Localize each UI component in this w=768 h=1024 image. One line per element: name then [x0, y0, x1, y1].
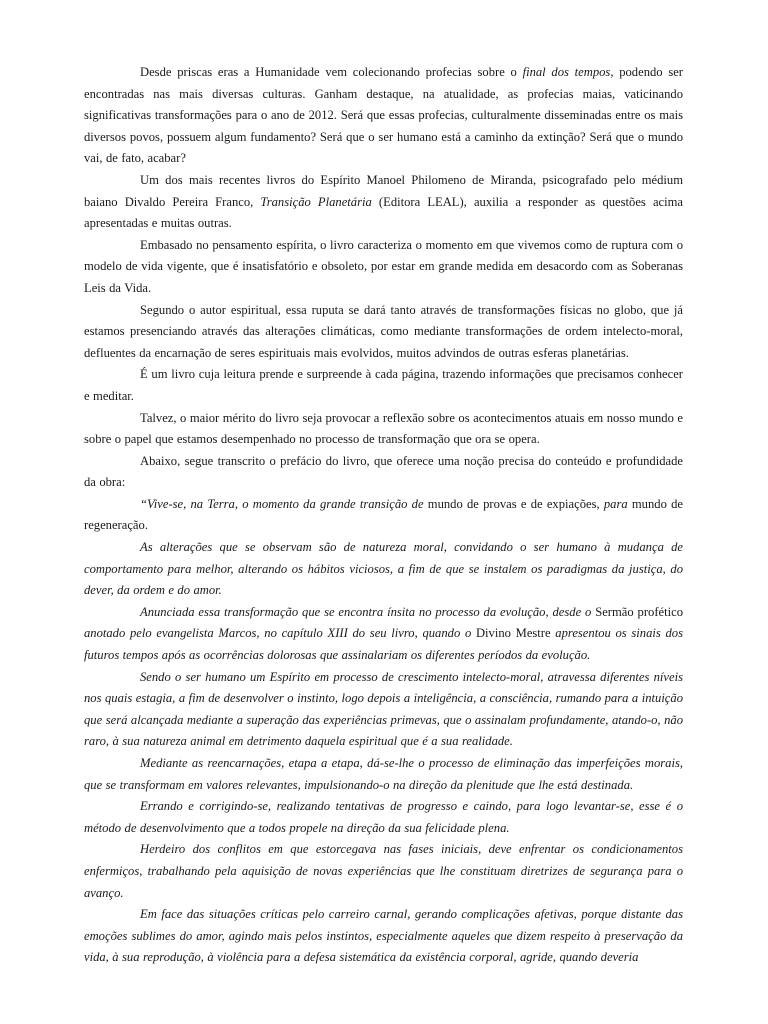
document-body	[84, 62, 683, 969]
text-run: mundo de regeneração.	[84, 496, 683, 533]
paragraph	[84, 667, 683, 753]
italic-text-run: “Vive-se, na Terra, o momento da grande transição de	[140, 496, 428, 511]
text-run: Segundo o autor espiritual, essa ruputa se dará tanto através de transformações físicas no globo, que já estamos presenciando através das alterações climáticas, como mediante transformações de ordem intelecto-moral, defluentes da encarnação de seres espirituais mais evolvidos, muitos advindos de outras esferas planetárias.	[84, 302, 683, 360]
text-run: , podendo ser encontradas nas mais diversas culturas. Ganham destaque, na atualidade, as profecias maias, vaticinando significativas transformações para o ano de 2012. Será que essas profecias, culturalmente disseminadas entre os mais diversos povos, possuem algum fundamento? Será que o ser humano está a caminho da extinção? Será que o mundo vai, de fato, acabar?	[84, 65, 684, 166]
text-run: É um livro cuja leitura prende e surpreende à cada página, trazendo informações que precisamos conhecer e meditar.	[84, 367, 683, 403]
text-run: mundo de provas e de expiações,	[427, 496, 604, 511]
italic-text-run: Transição Planetária	[260, 194, 372, 209]
italic-text-run: para	[603, 496, 628, 511]
paragraph	[84, 796, 683, 839]
text-run: (Editora LEAL), auxilia a responder as questões acima apresentadas e muitas outras.	[84, 194, 684, 231]
paragraph	[84, 300, 683, 365]
paragraph	[84, 904, 683, 969]
italic-text-run: final dos tempos	[522, 65, 611, 79]
italic-text-run: anotado pelo evangelista Marcos, no capítulo XIII do seu livro, quando o	[84, 626, 476, 641]
italic-text-run: Sendo o ser humano um Espírito em processo de crescimento intelecto-moral, atravessa diferentes níveis nos quais estagia, a fim de desenvolver o instinto, logo depois a inteligência, a consciência, rumando para a intuição que será alcançada mediante a superação das experiências primevas, que o assinalam profundamente, atando-o, não raro, à sua natureza animal em detrimento daquela espiritual que é a sua realidade.	[84, 669, 683, 749]
paragraph	[84, 839, 683, 904]
paragraph	[84, 602, 683, 667]
text-run: Divino Mestre	[475, 626, 551, 641]
italic-text-run: Mediante as reencarnações, etapa a etapa, dá-se-lhe o processo de eliminação das imperfeições morais, que se transformam em valores relevantes, impulsionando-o na direção da plenitude que lhe está destinada.	[84, 756, 683, 792]
text-run: Embasado no pensamento espírita, o livro caracteriza o momento em que vivemos como de ruptura com o modelo de vida vigente, que é insatisfatório e obsoleto, por estar em grande medida em desacordo com as Soberanas Leis da Vida.	[84, 237, 683, 295]
paragraph	[84, 537, 683, 602]
text-run: Desde priscas eras a Humanidade vem colecionando profecias sobre o	[140, 65, 523, 79]
paragraph	[84, 62, 683, 170]
italic-text-run: apresentou os sinais dos futuros tempos após as ocorrências dolorosas que assinalariam os diferentes períodos da evolução.	[84, 626, 683, 663]
text-run: Talvez, o maior mérito do livro seja provocar a reflexão sobre os acontecimentos atuais em nosso mundo e sobre o papel que estamos desempenhado no processo de transformação que ora se opera.	[84, 410, 683, 447]
italic-text-run: As alterações que se observam são de natureza moral, convidando o ser humano à mudança de comportamento para melhor, alterando os hábitos viciosos, a fim de que se instalem os paradigmas da justiça, do dever, da ordem e do amor.	[84, 540, 683, 598]
paragraph	[84, 408, 683, 451]
text-run: Um dos mais recentes livros do Espírito Manoel Philomeno de Miranda, psicografado pelo médium baiano Divaldo Pereira Franco,	[84, 172, 683, 209]
paragraph	[84, 494, 683, 537]
paragraph	[84, 451, 683, 494]
paragraph	[84, 753, 683, 796]
paragraph	[84, 170, 683, 235]
italic-text-run: Em face das situações críticas pelo carreiro carnal, gerando complicações afetivas, porque distante das emoções sublimes do amor, agindo mais pelos instintos, especialmente aqueles que dizem respeito à preservação da vida, à sua reprodução, à violência para a defesa sistemática da existência corporal, agride, quando deveria	[84, 907, 683, 965]
paragraph	[84, 235, 683, 300]
italic-text-run: Herdeiro dos conflitos em que estorcegava nas fases iniciais, deve enfrentar os condicionamentos enfermiços, trabalhando pela aquisição de novas experiências que lhe constituam diretrizes de segurança para o avanço.	[84, 842, 683, 900]
italic-text-run: Anunciada essa transformação que se encontra ínsita no processo da evolução, desde o	[140, 604, 596, 619]
text-run: Abaixo, segue transcrito o prefácio do livro, que oferece uma noção precisa do conteúdo e profundidade da obra:	[84, 453, 683, 490]
text-run: Sermão profético	[595, 604, 683, 619]
paragraph	[84, 364, 683, 407]
italic-text-run: Errando e corrigindo-se, realizando tentativas de progresso e caindo, para logo levantar-se, esse é o método de desenvolvimento que a todos propele na direção da sua felicidade plena.	[84, 799, 683, 835]
